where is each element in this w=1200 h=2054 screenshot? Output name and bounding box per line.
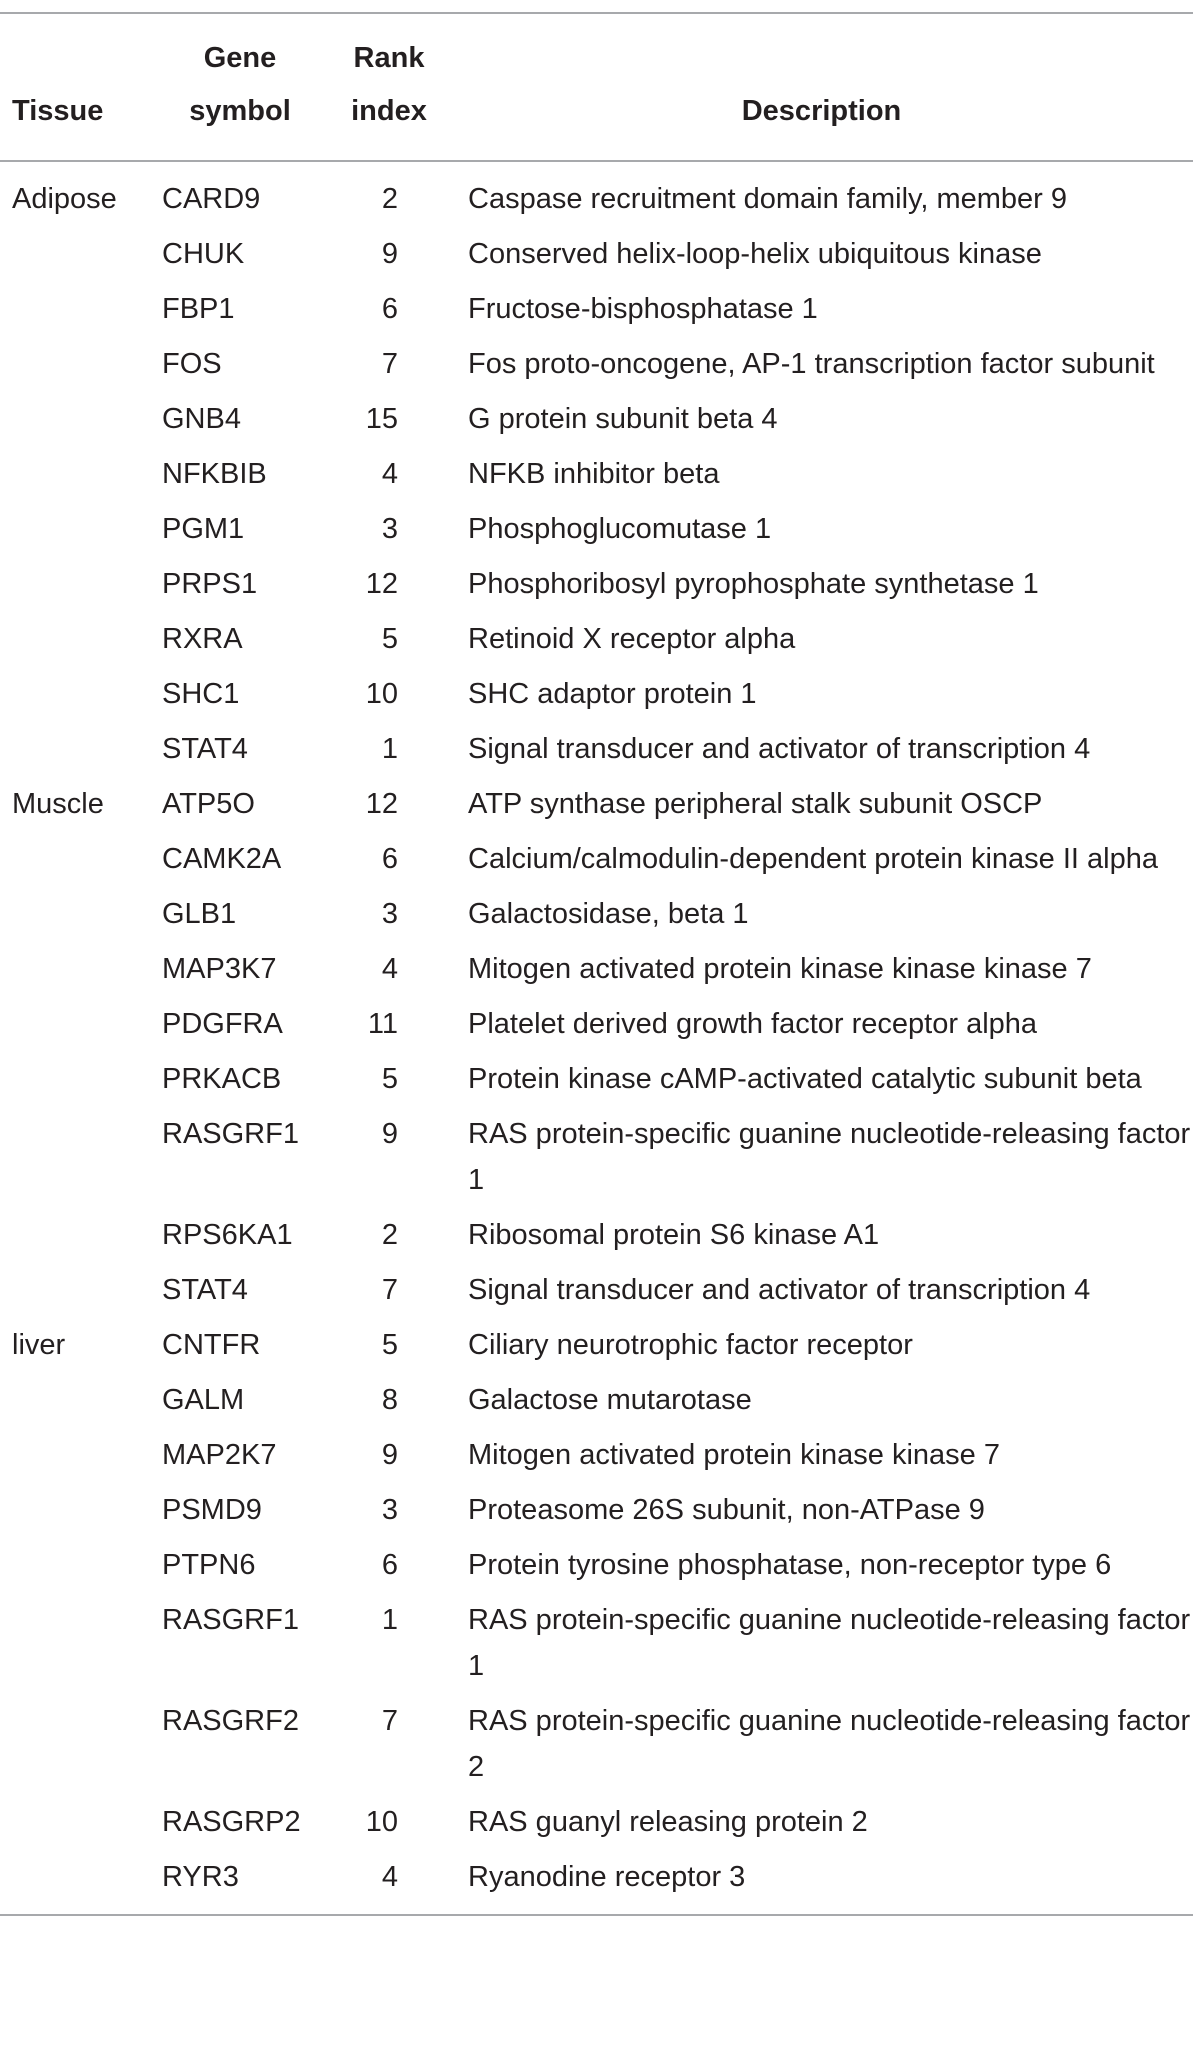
tissue-cell: [0, 1108, 152, 1209]
rank-index-cell: 11: [367, 1008, 398, 1040]
description-cell: Protein tyrosine phosphatase, non-receptor type 6: [468, 1549, 1112, 1581]
gene-symbol-cell: RASGRF2: [162, 1705, 299, 1737]
description-cell: Ryanodine receptor 3: [468, 1861, 746, 1893]
table-row: [0, 1209, 1193, 1264]
table-row: [0, 393, 1193, 448]
rank-index-cell: 3: [381, 898, 398, 930]
description-cell: Protein kinase cAMP-activated catalytic subunit beta: [468, 1063, 1142, 1095]
description-cell: G protein subunit beta 4: [468, 403, 778, 435]
tissue-cell: [0, 943, 152, 998]
tissue-cell: [0, 1484, 152, 1539]
gene-symbol-cell: RPS6KA1: [162, 1219, 293, 1251]
header-rank-label-line1: Rank: [353, 42, 425, 74]
description-cell: Ciliary neurotrophic factor receptor: [468, 1329, 913, 1361]
description-cell: Platelet derived growth factor receptor alpha: [468, 1008, 1038, 1040]
gene-symbol-cell: PGM1: [162, 513, 245, 545]
table-row: [0, 1796, 1193, 1851]
table-row: [0, 888, 1193, 943]
description-cell: Fructose-bisphosphatase 1: [468, 293, 818, 325]
header-tissue-label: Tissue: [12, 95, 104, 127]
description-cell: Mitogen activated protein kinase kinase 7: [468, 1439, 1000, 1471]
table-row: [0, 338, 1193, 393]
table-row: [0, 1319, 1193, 1374]
description-cell: RAS protein-specific guanine nucleotide-releasing factor 1: [468, 1604, 1191, 1682]
gene-symbol-cell: CNTFR: [162, 1329, 261, 1361]
gene-symbol-cell: RYR3: [162, 1861, 239, 1893]
table-row: [0, 1053, 1193, 1108]
tissue-cell: [0, 1209, 152, 1264]
gene-symbol-cell: SHC1: [162, 678, 240, 710]
tissue-cell: [0, 1539, 152, 1594]
rank-index-cell: 9: [381, 1439, 398, 1471]
table-row: [0, 833, 1193, 888]
description-cell: Retinoid X receptor alpha: [468, 623, 796, 655]
description-cell: SHC adaptor protein 1: [468, 678, 757, 710]
table-row: [0, 1594, 1193, 1695]
rank-index-cell: 5: [381, 1329, 398, 1361]
rank-index-cell: 7: [381, 1705, 398, 1737]
description-cell: RAS guanyl releasing protein 2: [468, 1806, 868, 1838]
tissue-cell: [0, 833, 152, 888]
description-cell: Mitogen activated protein kinase kinase kinase 7: [468, 953, 1092, 985]
description-cell: Galactose mutarotase: [468, 1384, 752, 1416]
table-row: [0, 161, 1193, 228]
tissue-cell: [0, 1796, 152, 1851]
gene-symbol-cell: PRPS1: [162, 568, 258, 600]
gene-symbol-cell: GLB1: [162, 898, 237, 930]
tissue-cell: [0, 1264, 152, 1319]
gene-symbol-cell: PTPN6: [162, 1549, 256, 1581]
rank-index-cell: 15: [365, 403, 398, 435]
description-cell: Proteasome 26S subunit, non-ATPase 9: [468, 1494, 985, 1526]
table-row: [0, 668, 1193, 723]
rank-index-cell: 12: [365, 788, 398, 820]
gene-symbol-cell: FBP1: [162, 293, 235, 325]
header-row: [0, 13, 1193, 161]
tissue-cell: [0, 1695, 152, 1796]
gene-symbol-cell: NFKBIB: [162, 458, 267, 490]
header-tissue: [0, 13, 152, 161]
rank-index-cell: 8: [381, 1384, 398, 1416]
description-cell: Ribosomal protein S6 kinase A1: [468, 1219, 880, 1251]
table-row: [0, 1851, 1193, 1915]
gene-symbol-cell: STAT4: [162, 1274, 248, 1306]
description-cell: NFKB inhibitor beta: [468, 458, 720, 490]
table-row: [0, 503, 1193, 558]
gene-symbol-cell: CAMK2A: [162, 843, 282, 875]
gene-symbol-cell: RXRA: [162, 623, 243, 655]
gene-symbol-cell: STAT4: [162, 733, 248, 765]
rank-index-cell: 5: [381, 623, 398, 655]
description-cell: Galactosidase, beta 1: [468, 898, 749, 930]
tissue-cell: [0, 723, 152, 778]
table-row: [0, 1429, 1193, 1484]
tissue-cell: [0, 1374, 152, 1429]
description-cell: Signal transducer and activator of transcription 4: [468, 733, 1091, 765]
tissue-cell: [0, 503, 152, 558]
table-row: [0, 778, 1193, 833]
tissue-cell: liver: [12, 1329, 66, 1361]
rank-index-cell: 3: [381, 513, 398, 545]
tissue-cell: [0, 558, 152, 613]
header-gene-label-line2: symbol: [189, 95, 291, 127]
description-cell: Conserved helix-loop-helix ubiquitous kinase: [468, 238, 1042, 270]
tissue-cell: [0, 888, 152, 943]
table-row: [0, 1484, 1193, 1539]
tissue-cell: Muscle: [12, 788, 104, 820]
rank-index-cell: 7: [381, 348, 398, 380]
description-cell: Phosphoglucomutase 1: [468, 513, 772, 545]
table-row: [0, 1695, 1193, 1796]
header-rank-label-line2: index: [351, 95, 427, 127]
tissue-cell: [0, 448, 152, 503]
tissue-cell: [0, 1053, 152, 1108]
table-row: [0, 723, 1193, 778]
description-cell: RAS protein-specific guanine nucleotide-releasing factor 1: [468, 1118, 1191, 1196]
description-cell: RAS protein-specific guanine nucleotide-releasing factor 2: [468, 1705, 1191, 1783]
gene-symbol-cell: GALM: [162, 1384, 245, 1416]
table-row: [0, 1264, 1193, 1319]
rank-index-cell: 4: [381, 1861, 398, 1893]
rank-index-cell: 9: [381, 1118, 398, 1150]
gene-symbol-cell: CHUK: [162, 238, 245, 270]
table-header: [0, 13, 1193, 161]
gene-symbol-cell: RASGRP2: [162, 1806, 301, 1838]
rank-index-cell: 7: [381, 1274, 398, 1306]
gene-symbol-cell: MAP2K7: [162, 1439, 277, 1471]
description-cell: Signal transducer and activator of transcription 4: [468, 1274, 1091, 1306]
table-row: [0, 943, 1193, 998]
tissue-cell: [0, 338, 152, 393]
rank-index-cell: 3: [381, 1494, 398, 1526]
rank-index-cell: 6: [381, 843, 398, 875]
header-gene-symbol: [152, 13, 328, 161]
gene-symbol-cell: CARD9: [162, 183, 261, 215]
tissue-cell: [0, 393, 152, 448]
table-row: [0, 448, 1193, 503]
rank-index-cell: 4: [381, 458, 398, 490]
gene-symbol-cell: PRKACB: [162, 1063, 282, 1095]
description-cell: Caspase recruitment domain family, member 9: [468, 183, 1068, 215]
table-row: [0, 1539, 1193, 1594]
rank-index-cell: 10: [365, 678, 398, 710]
tissue-cell: [0, 998, 152, 1053]
tissue-cell: Adipose: [12, 183, 117, 215]
rank-index-cell: 10: [365, 1806, 398, 1838]
header-description: [450, 13, 1193, 161]
rank-index-cell: 6: [381, 1549, 398, 1581]
rank-index-cell: 2: [381, 1219, 398, 1251]
description-cell: ATP synthase peripheral stalk subunit OSCP: [468, 788, 1043, 820]
rank-index-cell: 4: [381, 953, 398, 985]
tissue-cell: [0, 1851, 152, 1915]
gene-symbol-cell: FOS: [162, 348, 222, 380]
tissue-cell: [0, 1594, 152, 1695]
table-row: [0, 1374, 1193, 1429]
gene-symbol-cell: RASGRF1: [162, 1118, 299, 1150]
tissue-cell: [0, 613, 152, 668]
table-row: [0, 613, 1193, 668]
description-cell: Fos proto-oncogene, AP-1 transcription factor subunit: [468, 348, 1155, 380]
rank-index-cell: 5: [381, 1063, 398, 1095]
tissue-cell: [0, 1429, 152, 1484]
gene-symbol-cell: ATP5O: [162, 788, 255, 820]
gene-symbol-cell: MAP3K7: [162, 953, 277, 985]
gene-symbol-cell: PSMD9: [162, 1494, 262, 1526]
table-row: [0, 998, 1193, 1053]
rank-index-cell: 9: [381, 238, 398, 270]
table-body: [0, 161, 1193, 1915]
rank-index-cell: 2: [381, 183, 398, 215]
table-row: [0, 1108, 1193, 1209]
rank-index-cell: 1: [381, 1604, 398, 1636]
table-row: [0, 558, 1193, 613]
gene-symbol-cell: PDGFRA: [162, 1008, 283, 1040]
tissue-cell: [0, 668, 152, 723]
rank-index-cell: 1: [381, 733, 398, 765]
gene-symbol-cell: RASGRF1: [162, 1604, 299, 1636]
rank-index-cell: 12: [365, 568, 398, 600]
tissue-cell: [0, 228, 152, 283]
header-gene-label-line1: Gene: [203, 42, 277, 74]
description-cell: Phosphoribosyl pyrophosphate synthetase 1: [468, 568, 1039, 600]
header-description-label: Description: [741, 95, 902, 127]
tissue-cell: [0, 283, 152, 338]
rank-index-cell: 6: [381, 293, 398, 325]
gene-table: [0, 12, 1193, 1916]
table-row: [0, 228, 1193, 283]
description-cell: Calcium/calmodulin-dependent protein kinase II alpha: [468, 843, 1158, 875]
header-rank-index: [328, 13, 450, 161]
table-row: [0, 283, 1193, 338]
gene-symbol-cell: GNB4: [162, 403, 241, 435]
